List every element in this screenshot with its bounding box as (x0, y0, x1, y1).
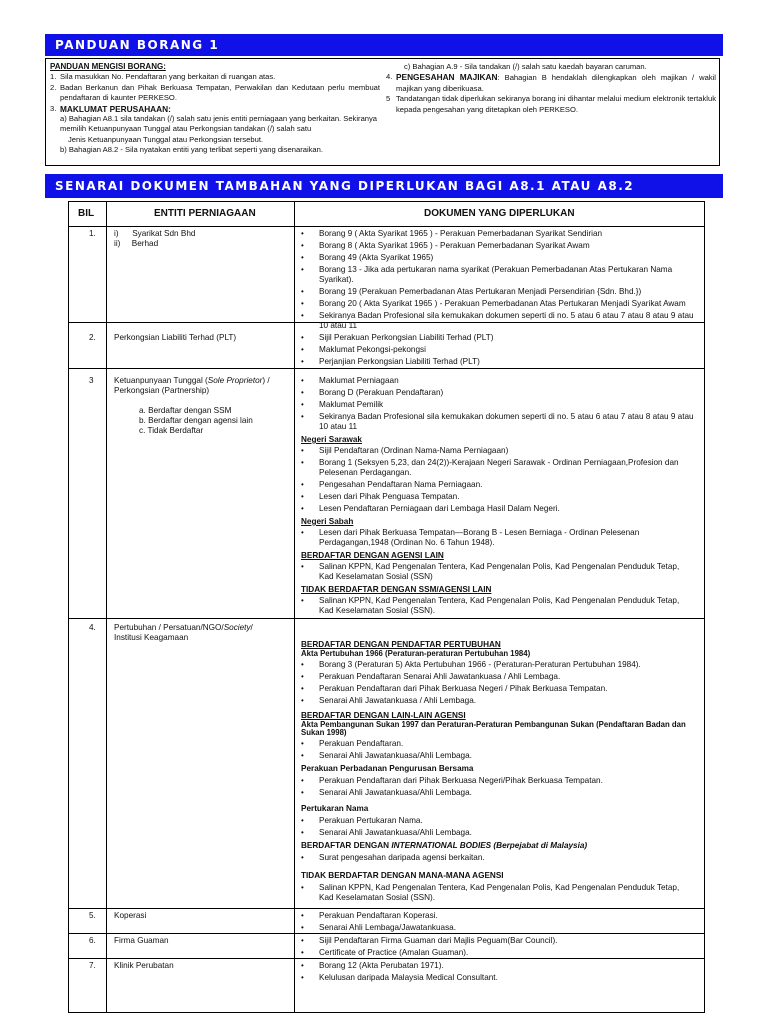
list-item: • Surat pengesahan daripada agensi berkaitan. (301, 853, 485, 862)
row-number: 7. (89, 961, 96, 970)
list-item: • Sijil Perakuan Perkongsian Liabiliti Terhad (PLT) (301, 333, 494, 342)
list-item: • Senarai Ahli Jawatankuasa/Ahli Lembaga. (301, 751, 472, 760)
table-divider (294, 202, 295, 1012)
entity-cell: Klinik Perubatan (114, 961, 174, 970)
row-number: 2. (89, 333, 96, 342)
documents-cell (301, 961, 696, 985)
list-item: • Salinan KPPN, Kad Pengenalan Tentera, Kad Pengenalan Polis, Kad Pengenalan Penduduk Tetap, Kad Keselamatan Sosial (SSN) (301, 562, 680, 581)
list-item: • Borang 8 ( Akta Syarikat 1965 ) - Perakuan Pemerbadanan Syarikat Awam (301, 241, 590, 250)
guide-item-3: 3. MAKLUMAT PERUSAHAAN: (50, 103, 171, 114)
list-item: • Certificate of Practice (Amalan Guaman). (301, 948, 469, 957)
list-item: • Borang 12 (Akta Perubatan 1971). (301, 961, 444, 970)
list-item: • Perakuan Pendaftaran Senarai Ahli Jawatankuasa / Ahli Lembaga. (301, 672, 561, 681)
documents-table (68, 201, 705, 1013)
subheading-pendaftar-pertubuhan: BERDAFTAR DENGAN PENDAFTAR PERTUBUHAN (301, 640, 501, 649)
list-item: • Sijil Pendaftaran Firma Guaman dari Majlis Peguam(Bar Council). (301, 936, 558, 945)
list-item: • Senarai Ahli Jawatankuasa/Ahli Lembaga. (301, 788, 472, 797)
list-item: • Perakuan Pendaftaran Koperasi. (301, 911, 438, 920)
guide-item-4: 4. PENGESAHAN MAJIKAN: Bahagian B hendaklah dilengkapkan oleh majikan / wakil majikan yang diberikuasa. (386, 72, 716, 93)
row-number: 4. (89, 623, 96, 632)
row-number: 3 (89, 376, 94, 385)
documents-cell (301, 229, 696, 333)
section-header-panduan: PANDUAN BORANG 1 (45, 34, 723, 56)
list-item: • Borang 49 (Akta Syarikat 1965) (301, 253, 434, 262)
list-item: • Borang D (Perakuan Pendaftaran) (301, 388, 444, 397)
list-item: • Perakuan Pertukaran Nama. (301, 816, 423, 825)
entity-cell: Perkongsian Liabiliti Terhad (PLT) (114, 333, 237, 342)
row-number: 6. (89, 936, 96, 945)
list-item: • Perakuan Pendaftaran dari Pihak Berkuasa Negeri / Pihak Berkuasa Tempatan. (301, 684, 608, 693)
list-item: • Kelulusan daripada Malaysia Medical Consultant. (301, 973, 498, 982)
list-item: • Borang 20 ( Akta Syarikat 1965 ) - Perakuan Pemerbadanan Atas Pertukaran Menjadi Syarikat Awam (301, 299, 686, 308)
documents-cell (301, 333, 696, 369)
guide-heading: PANDUAN MENGISI BORANG: (50, 62, 166, 71)
documents-cell (301, 376, 696, 618)
guide-box (45, 58, 720, 166)
list-item: • Lesen Pendaftaran Perniagaan dari Lembaga Hasil Dalam Negeri. (301, 504, 560, 513)
subheading-sabah: Negeri Sabah (301, 517, 354, 526)
list-item: • Lesen dari Pihak Penguasa Tempatan. (301, 492, 460, 501)
subheading-pertukaran-nama: Pertukaran Nama (301, 804, 369, 813)
guide-item-5: 5 Tandatangan tidak diperlukan sekiranya borang ini dihantar melalui medium elektronik tertakluk kepada pengesahan yang ditetapkan oleh PERKESO. (386, 94, 716, 114)
guide-right-column (386, 62, 716, 115)
documents-cell (301, 911, 696, 935)
subheading-tidak-berdaftar-agensi: TIDAK BERDAFTAR DENGAN MANA-MANA AGENSI (301, 871, 504, 880)
guide-item-2: 2. Badan Berkanun dan Pihak Berkuasa Tempatan, Perwakilan dan Kedutaan perlu membuat pendaftaran di kaunter PERKESO. (50, 82, 380, 103)
list-item: • Sijil Pendaftaran (Ordinan Nama-Nama Perniagaan) (301, 446, 509, 455)
list-item: • Salinan KPPN, Kad Pengenalan Tentera, Kad Pengenalan Polis, Kad Pengenalan Penduduk Tetap, Kad Keselamatan Sosial (SSN). (301, 883, 680, 902)
list-item: • Borang 9 ( Akta Syarikat 1965 ) - Perakuan Pemerbadanan Syarikat Sendirian (301, 229, 603, 238)
list-item: • Borang 19 (Perakuan Pemerbadanan Atas Pertukaran Menjadi Persendirian {Sdn. Bhd.}) (301, 287, 642, 296)
list-item: • Borang 1 (Seksyen 5,23, dan 24(2))-Kerajaan Negeri Sarawak - Ordinan Perniagaan,Profesion dan Pelesenan Perdagangan. (301, 458, 679, 477)
list-item: • Senarai Ahli Jawatankuasa / Ahli Lembaga. (301, 696, 477, 705)
list-item: • Maklumat Pekongsi-pekongsi (301, 345, 426, 354)
row-number: 1. (89, 229, 96, 238)
row-number: 5. (89, 911, 96, 920)
list-item: • Maklumat Perniagaan (301, 376, 399, 385)
column-header-entiti: ENTITI PERNIAGAAN (154, 208, 256, 219)
entity-cell: Pertubuhan / Persatuan/NGO/Society/ Institusi Keagamaan (114, 623, 253, 642)
table-divider (69, 226, 704, 227)
subheading-tidak-berdaftar: TIDAK BERDAFTAR DENGAN SSM/AGENSI LAIN (301, 585, 492, 594)
subheading-sarawak: Negeri Sarawak (301, 435, 362, 444)
guide-item-3a-cont: Jenis Ketuanpunyaan Tunggal atau Perkongsian tersebut. (68, 134, 264, 144)
section-header-senarai-dokumen: SENARAI DOKUMEN TAMBAHAN YANG DIPERLUKAN BAGI A8.1 ATAU A8.2 (45, 174, 723, 198)
list-item: • Senarai Ahli Lembaga/Jawatankuasa. (301, 923, 457, 932)
list-item: • Perakuan Pendaftaran. (301, 739, 404, 748)
list-item: • Sekiranya Badan Profesional sila kemukakan dokumen seperti di no. 5 atau 6 atau 7 atau 8 atau 9 atau 10 atau 11 (301, 311, 694, 330)
guide-item-1: 1. Sila masukkan No. Pendaftaran yang berkaitan di ruangan atas. (50, 72, 276, 82)
list-item: • Perjanjian Perkongsian Liabiliti Terhad (PLT) (301, 357, 480, 366)
list-item: • Maklumat Pemilik (301, 400, 384, 409)
entity-cell: Koperasi (114, 911, 147, 920)
column-header-bil: BIL (78, 208, 95, 219)
subheading-lain-lain-agensi: BERDAFTAR DENGAN LAIN-LAIN AGENSI (301, 711, 466, 720)
guide-item-3c: c) Bahagian A.9 - Sila tandakan (/) salah satu kaedah bayaran caruman. (404, 62, 647, 71)
table-divider (106, 202, 107, 1012)
entity-cell: i) Syarikat Sdn Bhd ii) Berhad (114, 229, 196, 248)
entity-cell: Ketuanpunyaan Tunggal (Sole Proprietor) / Perkongsian (Partnership) a. Berdaftar dengan SSM b. Berdaftar dengan agensi lain c. Tidak Berdaftar (114, 376, 270, 435)
subheading-perbadanan: Perakuan Perbadanan Pengurusan Bersama (301, 764, 474, 773)
table-divider (69, 618, 704, 619)
documents-cell: BERDAFTAR DENGAN PENDAFTAR PERTUBUHAN Akta Pertubuhan 1966 (Peraturan-peraturan Pertubuhan 1984) • Borang 3 (Peraturan 5) Akta Pertubuhan 1966 - (Peraturan-Peraturan Pertubuhan 1984). • Perakuan Pendaftaran Senarai Ahli Jawatankuasa / Ahli Lembaga. • Perakuan Pendaftaran dari Pihak Berkuasa Negeri / Pihak Berkuasa Tempatan. • Senarai Ahli Jawatankuasa / Ahli Lembaga. BERDAFTAR DENGAN LAIN-LAIN AGENSI Akta Pembangunan Sukan 1997 dan Peraturan-Peraturan Pembangunan Sukan (Pendaftaran Badan dan Sukan 1998) • Perakuan Pendaftaran. • Senarai Ahli Jawatankuasa/Ahli Lembaga. Perakuan Perbadanan Pengurusan Bersama • Perakuan Pendaftaran dari Pihak Berkuasa Negeri/Pihak Berkuasa Tempatan. • Senarai Ahli Jawatankuasa/Ahli Lembaga. Pertukaran Nama • Perakuan Pertukaran Nama. • Senarai Ahli Jawatankuasa/Ahli Lembaga. BERDAFTAR DENGAN INTERNATIONAL BODIES (Berpejabat di Malaysia) • Surat pengesahan daripada agensi berkaitan. TIDAK BERDAFTAR DENGAN MANA-MANA AGENSI • Salinan KPPN, Kad Pengenalan Tentera, Kad Pengenalan Polis, Kad Pengenalan Penduduk Tetap, Kad Keselamatan Sosial (SSN). (301, 637, 696, 905)
table-divider (69, 908, 704, 909)
subheading-agensi-lain: BERDAFTAR DENGAN AGENSI LAIN (301, 551, 444, 560)
documents-cell (301, 936, 696, 960)
list-item: • Salinan KPPN, Kad Pengenalan Tentera, Kad Pengenalan Polis, Kad Pengenalan Penduduk Tetap, Kad Keselamatan Sosial (SSN). (301, 596, 680, 615)
subheading-international-bodies: BERDAFTAR DENGAN INTERNATIONAL BODIES (Berpejabat di Malaysia) (301, 841, 588, 850)
list-item: • Senarai Ahli Jawatankuasa/Ahli Lembaga. (301, 828, 472, 837)
list-item: • Borang 3 (Peraturan 5) Akta Pertubuhan 1966 - (Peraturan-Peraturan Pertubuhan 1984). (301, 660, 641, 669)
guide-item-3b: b) Bahagian A8.2 - Sila nyatakan entiti yang terlibat seperti yang disenaraikan. (60, 145, 323, 155)
list-item: • Lesen dari Pihak Berkuasa Tempatan—Borang B - Lesen Berniaga - Ordinan Pelesenan Perdagangan,1948 (Ordinan No. 6 Tahun 1948). (301, 528, 640, 547)
column-header-dokumen: DOKUMEN YANG DIPERLUKAN (424, 208, 575, 219)
guide-item-3a: a) Bahagian A8.1 sila tandakan (/) salah satu jenis entiti perniagaan yang berkaitan. Sekiranya memilih Ketuanpunyaan Tunggal atau Perkongsian tandakan (/) salah satu (60, 114, 378, 134)
list-item: • Perakuan Pendaftaran dari Pihak Berkuasa Negeri/Pihak Berkuasa Tempatan. (301, 776, 603, 785)
entity-cell: Firma Guaman (114, 936, 169, 945)
list-item: • Pengesahan Pendaftaran Nama Perniagaan. (301, 480, 483, 489)
list-item: • Borang 13 - Jika ada pertukaran nama syarikat (Perakuan Pemerbadanan Atas Pertukaran Nama Syarikat). (301, 265, 673, 284)
list-item: • Sekiranya Badan Profesional sila kemukakan dokumen seperti di no. 5 atau 6 atau 7 atau 8 atau 9 atau 10 atau 11 (301, 412, 694, 431)
guide-left-column (50, 62, 380, 156)
